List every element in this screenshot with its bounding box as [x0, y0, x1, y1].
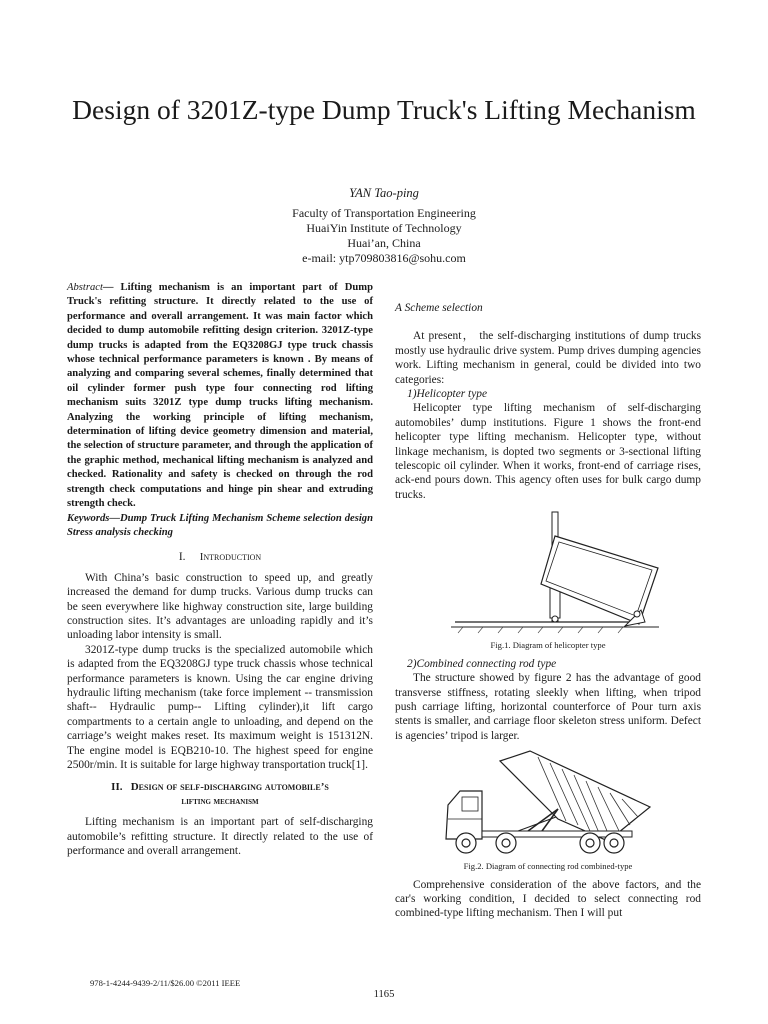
affiliation-line: Huai’an, China	[347, 236, 421, 250]
section-number: I.	[178, 551, 186, 564]
section-title: Design of self-discharging automobile’s	[130, 781, 329, 794]
section-heading	[67, 780, 373, 809]
abstract-text: — Lifting mechanism is an important part of Dump Truck's refitting structure. It directly related to the use of performance and overall arrangement. It was main factor which decided to dump automobile refitting design criterion. 3201Z-type dump trucks is adapted from the EQ3208GJ type truck chassis whose technical performance parameters is known . By means of analyzing and comparing several schemes, finally determined that oil cylinder former push type four connecting rod lifting mechanism suits 3201Z type dump trucks lifting mechanism. Analyzing the working principle of lifting mechanism, determination of lifting device geometry dimension and material, the selection of structure parameter, and through the application of the graphic method, mechanical lifting mechanism is analyzed and checked. Rationality and safety is checked on through the rod strength check computations and hinge pin shear and extruding strength check.	[67, 282, 373, 510]
paper-title: Design of 3201Z-type Dump Truck's Lifting Mechanism	[72, 94, 696, 125]
paragraph: The structure showed by figure 2 has the advantage of good transverse stiffness, rotating sleekly when lifting, when tripod push carriage lifting, horizontal counterforce of Pour turn axis stents is smaller, and carriage floor skeleton stress uniform. Defect is agencies’ tripod is larger.	[395, 672, 701, 742]
type-heading: 1)Helicopter type	[407, 388, 488, 401]
paragraph: Comprehensive consideration of the above factors, and the car's working condition, I decided to select connecting rod combined-type lifting mechanism. Then I will put	[395, 878, 701, 920]
paragraph: Helicopter type lifting mechanism of self-discharging automobiles’ dump institutions. Figure 1 shows the front-end helicopter type lifting mechanism. Helicopter type, without linkage mechanism, is dopted two segments or 3-sectional lifting telescopic oil cylinder. When it works, front-end of carriage rises, ack-end pours down. This agency often uses for bulk cargo dump trucks.	[395, 402, 701, 501]
section-title-cont: lifting mechanism	[181, 795, 259, 807]
paragraph: At present， the self-discharging institutions of dump trucks mostly use hydraulic drive system. Pump drives dumping agencies work. Lifting mechanism in general, could be divided into two categories:	[395, 330, 701, 386]
left-column	[67, 281, 373, 858]
abstract-label: Abstract	[67, 282, 103, 293]
affiliation-line: HuaiYin Institute of Technology	[306, 221, 462, 235]
figure-1-helicopter-diagram	[433, 506, 663, 636]
right-column	[395, 293, 701, 921]
figure-2-dump-truck-diagram	[438, 747, 658, 857]
affiliation-block	[0, 206, 768, 266]
author-email: e-mail: ytp709803816@sohu.com	[302, 251, 466, 265]
section-title: Introduction	[199, 551, 262, 564]
figure-1-caption: Fig.1. Diagram of helicopter type	[490, 640, 606, 651]
section-heading	[67, 550, 373, 564]
abstract	[67, 281, 373, 512]
section-number: II.	[111, 781, 123, 794]
figure-2-caption: Fig.2. Diagram of connecting rod combined-type	[463, 861, 633, 872]
paragraph: 3201Z-type dump trucks is the specialized automobile which is adapted from the EQ3208GJ type truck chassis whose technical performance parameters is known. Using the car engine driving hydraulic lifting mechanism (take force implement -- transmission shaft-- Hydraulic pump-- Lifting cylinder),it lift cargo compartments to a certain angle to unloading, and depend on the carriage’s weight makes reset. Its maximum weight is 151312N. The engine model is EQB210-10. The highest speed for engine 2500r/min. It is suitable for large highway transportation truck[1].	[67, 643, 373, 771]
type-heading: 2)Combined connecting rod type	[407, 657, 557, 670]
author-name: YAN Tao-ping	[349, 186, 419, 200]
keywords-text: —Dump Truck Lifting Mechanism Scheme selection design Stress analysis checking	[67, 512, 373, 538]
paragraph: Lifting mechanism is an important part of self-discharging automobile’s refitting structure. It directly related to the use of performance and overall arrangement.	[67, 816, 373, 858]
keywords-label: Keywords	[67, 512, 110, 524]
subsection-heading: A Scheme selection	[395, 302, 483, 314]
paragraph: With China’s basic construction to speed up, and greatly increased the demand for dump trucks. Various dump trucks can be seen everywhere like highway construction site, large building construction sites. It’s advantages are unloading rapidly and it’s unloading labor intensity is small.	[67, 571, 373, 642]
affiliation-line: Faculty of Transportation Engineering	[292, 206, 476, 220]
copyright-footer: 978-1-4244-9439-2/11/$26.00 ©2011 IEEE	[90, 978, 241, 988]
keywords	[67, 512, 373, 541]
page-number: 1165	[373, 989, 395, 1000]
